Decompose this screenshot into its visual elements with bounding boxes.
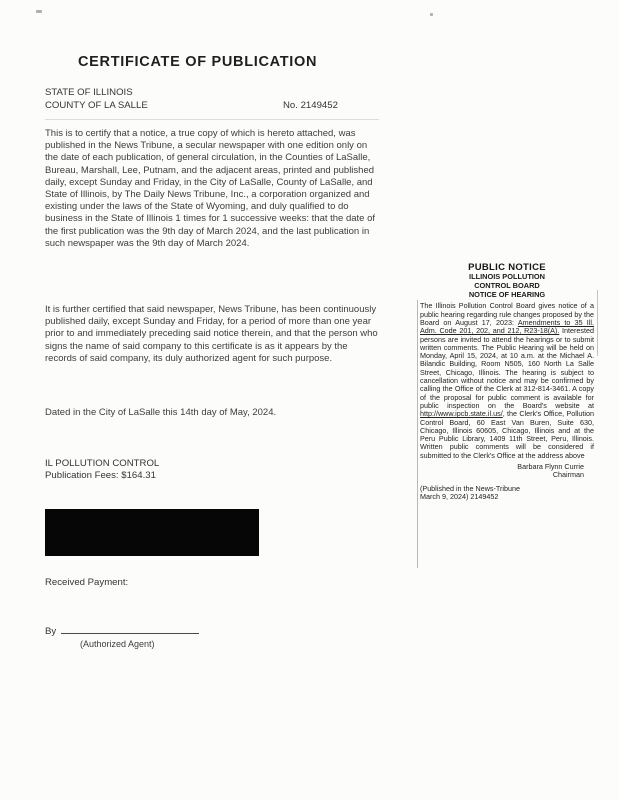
payee-block	[45, 458, 159, 483]
state-line: STATE OF ILLINOIS	[45, 87, 133, 98]
signature-name: Barbara Flynn Currie	[517, 462, 584, 472]
jurisdiction-block	[45, 87, 148, 112]
notice-body-url: http://www.ipcb.state.il.us/	[420, 409, 503, 419]
county-line: COUNTY OF LA SALLE	[45, 99, 148, 111]
by-label: By	[45, 626, 57, 637]
notice-body-segment-underlined: Amendments to 35 Ill. Adm. Code 201, 202, and 212, R23-18(A).	[420, 317, 594, 336]
publication-reference	[420, 485, 594, 502]
document-title: CERTIFICATE OF PUBLICATION	[78, 54, 318, 70]
notice-body-segment: The Illinois Pollution Control Board gives notice of a public hearing regarding rule changes proposed by the Board on August 17, 2023:	[420, 301, 594, 327]
redaction-box	[45, 509, 259, 556]
certification-paragraph-2: It is further certified that said newspaper, News Tribune, has been continuously published daily, except Sunday and Friday, for a period of more than one year prior to and immediately preceding said notice therein, and that the person who signs the name of said company to this certificate is as it appears by the records of said company, its duly authorized agent for such purpose.	[45, 304, 378, 364]
newspaper-clipping	[420, 262, 594, 502]
publication-reference-line-2: March 9, 2024) 2149452	[420, 492, 499, 502]
signature-line	[61, 624, 199, 634]
received-payment-label: Received Payment:	[45, 577, 129, 588]
signature-title: Chairman	[552, 470, 584, 480]
case-number: No. 2149452	[283, 100, 338, 111]
publication-reference-line-1: (Published in the News-Tribune	[420, 483, 521, 493]
notice-body-segment: Interested persons are invited to attend the hearings or to submit written comments. The Public Hearing will be held on Monday, April 15, 2024, at 10 a.m. at the Michael A. Bilandic Building, Room N505, 160 North La Salle Street, Chicago, Illinois. The hearing is subject to cancellation without notice and may be confirmed by calling the Office of the Clerk at 312-814-3461. A copy of the proposal for public comment is available for public inspection on the Board's website at	[420, 326, 594, 410]
by-signature-row	[45, 624, 199, 637]
payee-name: IL POLLUTION CONTROL	[45, 458, 160, 469]
header-divider	[45, 119, 379, 120]
scan-artifact	[430, 13, 433, 16]
signature-block	[420, 463, 594, 480]
authorized-agent-label: (Authorized Agent)	[80, 639, 155, 649]
board-name-line-1: ILLINOIS POLLUTION	[469, 272, 545, 281]
notice-body	[420, 302, 594, 460]
clipping-left-edge	[417, 300, 418, 568]
dated-line: Dated in the City of LaSalle this 14th day of May, 2024.	[45, 407, 277, 418]
scan-artifact	[36, 10, 42, 13]
certification-paragraph-1: This is to certify that a notice, a true copy of which is hereto attached, was published in the News Tribune, a secular newspaper with one edition only on the date of each publication, of general circulation, in the Counties of LaSalle, Bureau, Marshall, Lee, Putnam, and the adjacent areas, printed and published daily, except Sunday and Friday, in the City of LaSalle, County of LaSalle, and State of Illinois, by The Daily News Tribune, Inc., a corporation organized and existing under the laws of the State of Wyoming, and duly qualified to do business in the State of Illinois 1 times for 1 successive weeks: that the date of the first publication was the 9th day of March 2024, and the last publication in such newspaper was the 9th day of March 2024.	[45, 128, 376, 249]
notice-body-segment: , the Clerk's Office, Pollution Control Board, 60 East Van Buren, Suite 630, Chicago, Illinois 60605, Chicago, Illinois and at the Peru Public Library, 1409 11th Street, Peru, Illinois. Written public comments will be considered if submitted to the Clerk's Office at the address above	[420, 409, 594, 460]
board-name-line-2: CONTROL BOARD	[474, 280, 540, 290]
publication-fees: Publication Fees: $164.31	[45, 470, 156, 482]
notice-of-hearing-line: NOTICE OF HEARING	[468, 289, 546, 299]
clipping-right-edge	[597, 290, 598, 356]
public-notice-heading: PUBLIC NOTICE	[468, 262, 546, 273]
